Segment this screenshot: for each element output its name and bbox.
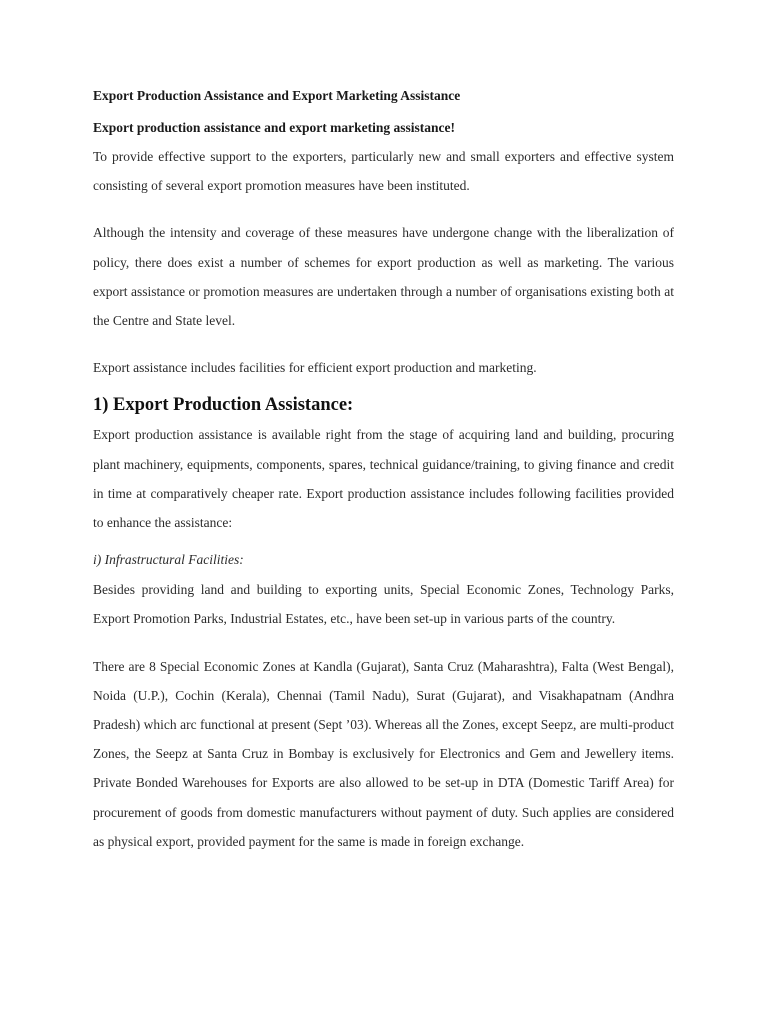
document-subtitle: Export production assistance and export marketing assistance! (93, 120, 456, 135)
intro-paragraph-3: Export assistance includes facilities for efficient export production and marketing. (93, 360, 537, 376)
intro-paragraph-1: To provide effective support to the exporters, particularly new and small exporters and effective system consisting of several export promotion measures have been instituted. (93, 149, 674, 194)
infrastructure-paragraph-1: Besides providing land and building to exporting units, Special Economic Zones, Technology Parks, Export Promotion Parks, Industrial Estates, etc., have been set-up in various parts of the country. (93, 582, 674, 627)
section-intro-paragraph: Export production assistance is available right from the stage of acquiring land and building, procuring plant machinery, equipments, components, spares, technical guidance/training, to giving finance and credit in time at comparatively cheaper rate. Export production assistance includes following facilities provided to enhance the assistance: (93, 427, 674, 531)
document-page (93, 86, 674, 856)
infrastructure-paragraph-2: There are 8 Special Economic Zones at Kandla (Gujarat), Santa Cruz (Maharashtra), Falta (West Bengal), Noida (U.P.), Cochin (Kerala), Chennai (Tamil Nadu), Surat (Gujarat), and Visakhapatnam (Andhra Pradesh) which arc functional at present (Sept ’03). Whereas all the Zones, except Seepz, are multi-product Zones, the Seepz at Santa Cruz in Bombay is exclusively for Electronics and Gem and Jewellery items. Private Bonded Warehouses for Exports are also allowed to be set-up in DTA (Domestic Tariff Area) for procurement of goods from domestic manufacturers without payment of duty. Such applies are considered as physical export, provided payment for the same is made in foreign exchange. (93, 658, 674, 849)
intro-paragraph-2: Although the intensity and coverage of these measures have undergone change with the liberalization of policy, there does exist a number of schemes for export production as well as marketing. The various export assistance or promotion measures are undertaken through a number of organisations existing both at the Centre and State level. (93, 225, 674, 329)
document-title: Export Production Assistance and Export Marketing Assistance (93, 88, 461, 103)
section-heading-export-production: 1) Export Production Assistance: (93, 395, 354, 416)
subsection-heading-infrastructure: i) Infrastructural Facilities: (93, 552, 244, 568)
